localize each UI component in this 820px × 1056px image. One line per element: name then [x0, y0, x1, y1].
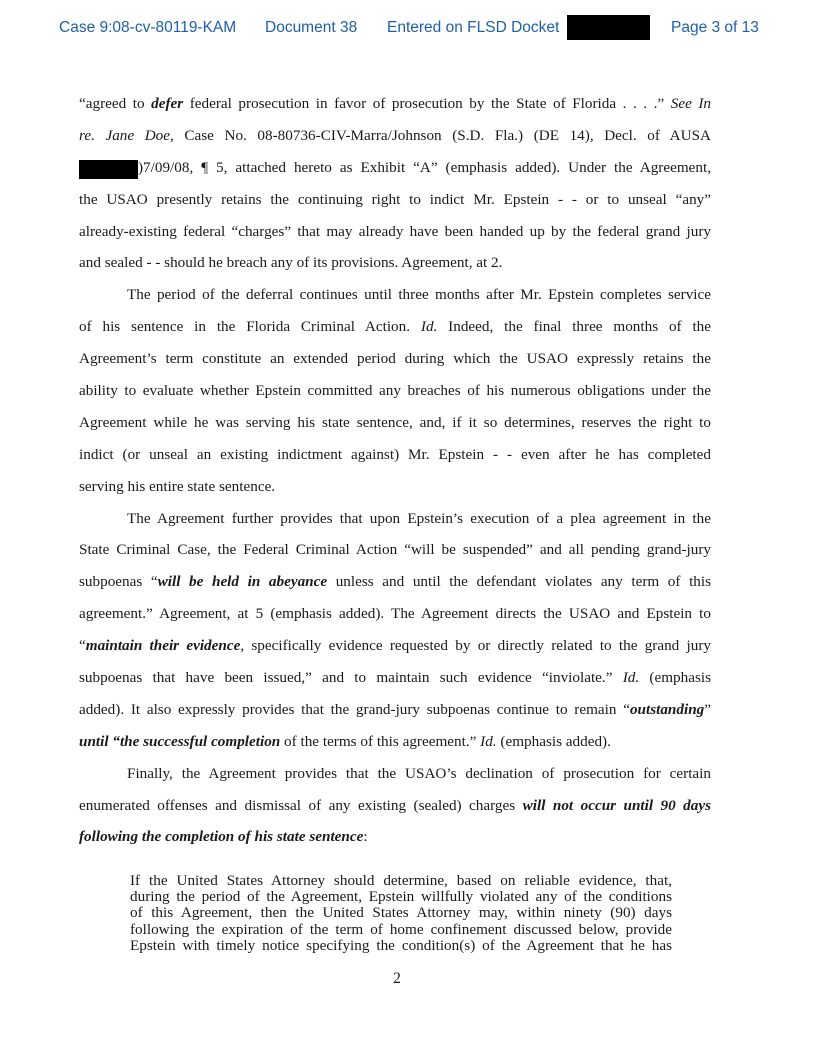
redacted-name [79, 160, 138, 179]
ecf-header [0, 17, 820, 39]
redacted-docket-date [567, 15, 650, 40]
document-number: Document 38 [265, 19, 358, 36]
docket-entry-label: Entered on FLSD Docket [387, 19, 560, 36]
paragraph-2: The period of the deferral continues until three months after Mr. Epstein completes service of his sentence in the Florida Criminal Action. Id. Indeed, the final three months of the Agreement’s term constitute an extended period during which the USAO expressly retains the ability to evaluate whether Epstein committed any breaches of his numerous obligations under the Agreement while he was serving his state sentence, and, if it so determines, reserves the right to indict (or unseal an existing indictment against) Mr. Epstein - - even after he has completed serving his entire state sentence. [79, 286, 711, 495]
paragraph-1: “agreed to defer federal prosecution in favor of prosecution by the State of Florida . . . .” See In re. Jane Doe, Case No. 08-80736-CIV-Marra/Johnson (S.D. Fla.) (DE 14), Decl. of AUSA )7/09/08, ¶ 5, attached hereto as Exhibit “A” (emphasis added). Under the Agreement, the USAO presently retains the continuing right to indict Mr. Epstein - - or to unseal “any” already-existing federal “charges” that may already have been handed up by the federal grand jury and sealed - - should he breach any of its provisions. Agreement, at 2. [79, 95, 712, 272]
document-body [79, 93, 711, 858]
case-number: Case 9:08-cv-80119-KAM [59, 19, 237, 36]
paragraph-3: The Agreement further provides that upon Epstein’s execution of a plea agreement in the State Criminal Case, the Federal Criminal Action “will be suspended” and all pending grand-jury subpoenas “will be held in abeyance unless and until the defendant violates any term of this agreement.” Agreement, at 5 (emphasis added). The Agreement directs the USAO and Epstein to “maintain their evidence, specifically evidence requested by or directly related to the grand jury subpoenas that have been issued,” and to maintain such evidence “inviolate.” Id. (emphasis added). It also expressly provides that the grand-jury subpoenas continue to remain “outstanding” until “the successful completion of the terms of this agreement.” Id. (emphasis added). [79, 509, 712, 750]
page-number: 2 [393, 970, 401, 987]
page-count: Page 3 of 13 [671, 19, 759, 36]
paragraph-4: Finally, the Agreement provides that the USAO’s declination of prosecution for certain enumerated offenses and dismissal of any existing (sealed) charges will not occur until 90 days following the completion of his state sentence: [79, 764, 712, 846]
block-quote: If the United States Attorney should determine, based on reliable evidence, that, during the period of the Agreement, Epstein willfully violated any of the conditions of this Agreement, then the United States Attorney may, within ninety (90) days following the expiration of the term of home confinement discussed below, provide Epstein with timely notice specifying the condition(s) of the Agreement that he has [130, 872, 672, 954]
